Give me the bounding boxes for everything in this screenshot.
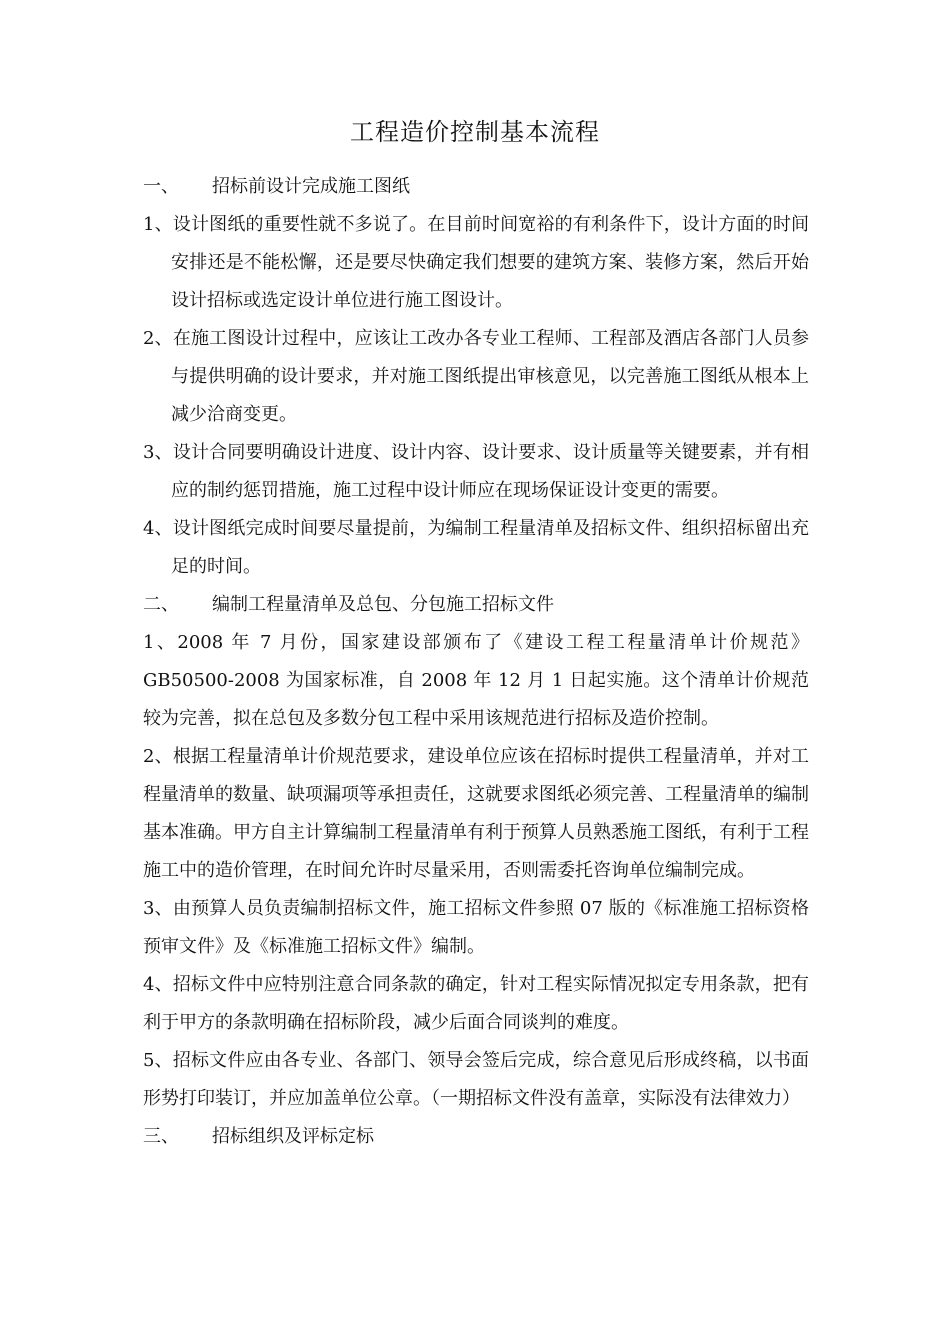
list-item: 1、设计图纸的重要性就不多说了。在目前时间宽裕的有利条件下，设计方面的时间安排还是不能松懈，还是要尽快确定我们想要的建筑方案、装修方案，然后开始设计招标或选定设计单位进行施工图设计。: [143, 214, 809, 311]
section-number: 一、: [143, 176, 179, 197]
section-heading-3: [143, 1118, 809, 1156]
section-heading-2: [143, 586, 809, 624]
section-number: 二、: [143, 594, 179, 615]
section-title: 招标组织及评标定标: [212, 1126, 374, 1147]
list-item: 4、设计图纸完成时间要尽量提前，为编制工程量清单及招标文件、组织招标留出充足的时间。: [143, 518, 809, 577]
section-heading-1: [143, 168, 809, 206]
paragraph: 5、招标文件应由各专业、各部门、领导会签后完成，综合意见后形成终稿，以书面形势打印装订，并应加盖单位公章。（一期招标文件没有盖章，实际没有法律效力）: [143, 1050, 809, 1109]
document-body: [143, 168, 809, 1156]
list-item: 3、设计合同要明确设计进度、设计内容、设计要求、设计质量等关键要素，并有相应的制约惩罚措施，施工过程中设计师应在现场保证设计变更的需要。: [143, 442, 809, 501]
paragraph: 2、根据工程量清单计价规范要求，建设单位应该在招标时提供工程量清单，并对工程量清单的数量、缺项漏项等承担责任，这就要求图纸必须完善、工程量清单的编制基本准确。甲方自主计算编制工程量清单有利于预算人员熟悉施工图纸，有利于工程施工中的造价管理，在时间允许时尽量采用，否则需委托咨询单位编制完成。: [143, 746, 809, 881]
section-title: 招标前设计完成施工图纸: [212, 176, 410, 197]
section-title: 编制工程量清单及总包、分包施工招标文件: [212, 594, 554, 615]
paragraph: 3、由预算人员负责编制招标文件，施工招标文件参照 07 版的《标准施工招标资格预审文件》及《标准施工招标文件》编制。: [143, 898, 809, 957]
list-item: 2、在施工图设计过程中，应该让工改办各专业工程师、工程部及酒店各部门人员参与提供明确的设计要求，并对施工图纸提出审核意见，以完善施工图纸从根本上减少洽商变更。: [143, 328, 809, 425]
paragraph: 1、2008 年 7 月份，国家建设部颁布了《建设工程工程量清单计价规范》GB50500-2008 为国家标准，自 2008 年 12 月 1 日起实施。这个清单计价规范较为完善，拟在总包及多数分包工程中采用该规范进行招标及造价控制。: [143, 632, 809, 729]
section-number: 三、: [143, 1126, 179, 1147]
paragraph: 4、招标文件中应特别注意合同条款的确定，针对工程实际情况拟定专用条款，把有利于甲方的条款明确在招标阶段，减少后面合同谈判的难度。: [143, 974, 809, 1033]
page-title: 工程造价控制基本流程: [350, 118, 600, 146]
